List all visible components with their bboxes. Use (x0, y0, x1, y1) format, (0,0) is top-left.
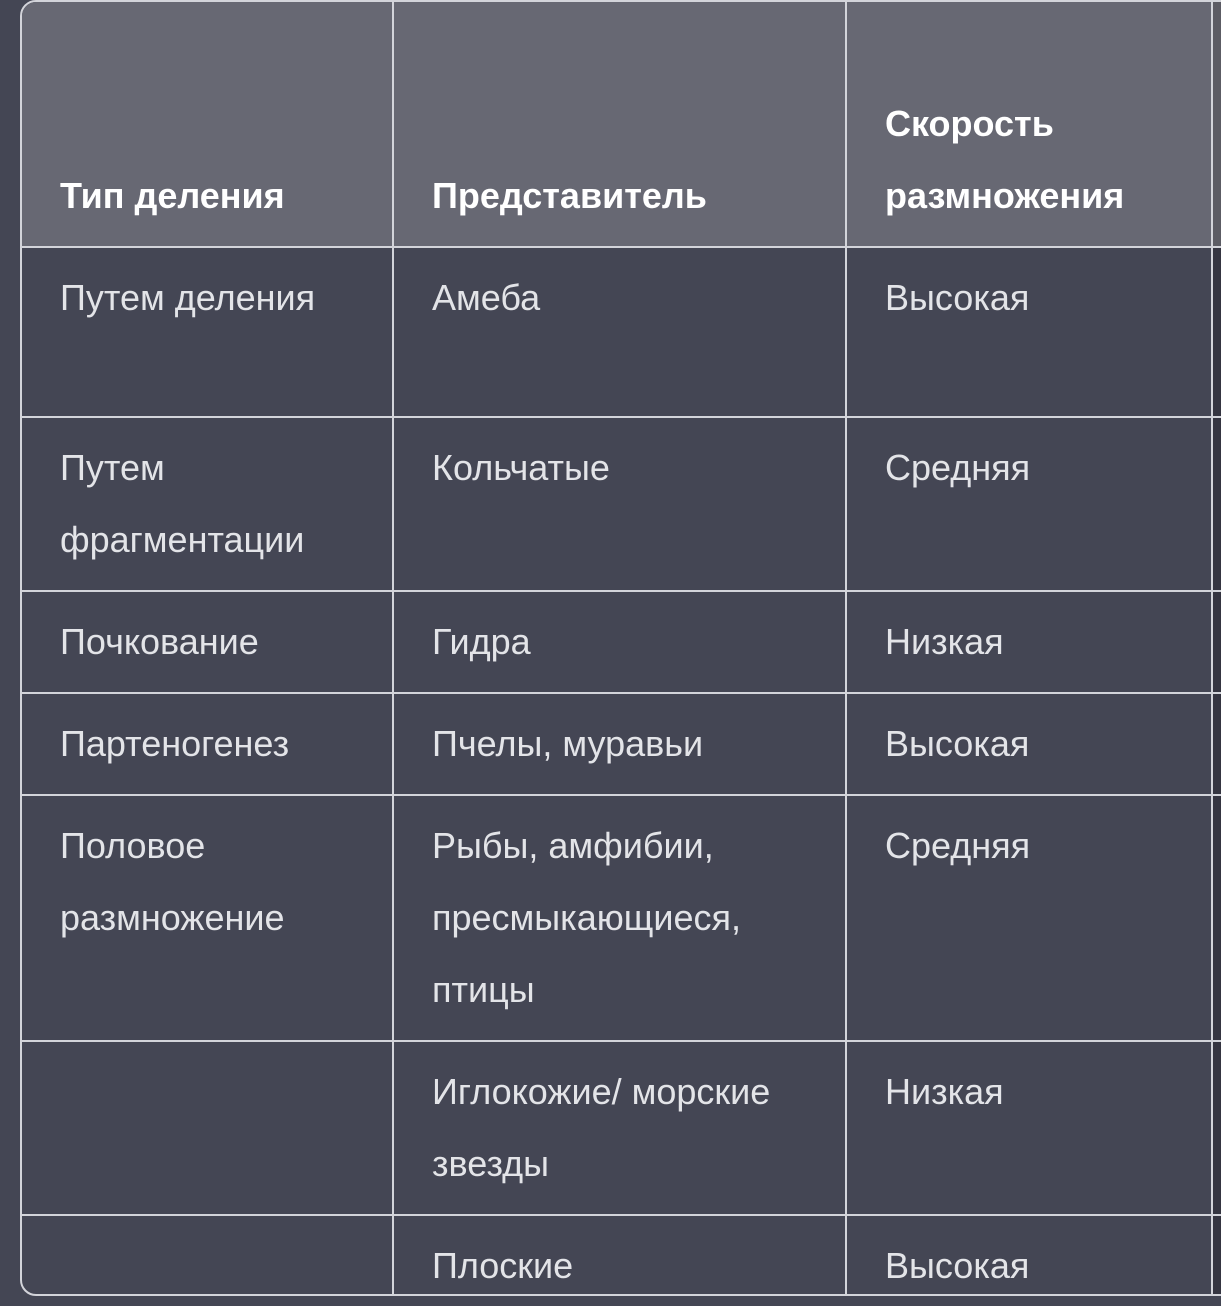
cell-representative: Иглокожие/ морские звезды (393, 1041, 846, 1215)
cell-hidden (1212, 591, 1221, 693)
cell-type (22, 1041, 393, 1215)
table-row (22, 1041, 1221, 1215)
cell-speed: Средняя (846, 795, 1212, 1041)
cell-representative: Амеба (393, 247, 846, 417)
cell-hidden (1212, 417, 1221, 591)
cell-speed: Высокая (846, 247, 1212, 417)
cell-speed: Низкая (846, 1041, 1212, 1215)
cell-type: Путем деления (22, 247, 393, 417)
cell-hidden (1212, 1041, 1221, 1215)
cell-speed: Средняя (846, 417, 1212, 591)
cell-speed: Низкая (846, 591, 1212, 693)
cell-hidden (1212, 1215, 1221, 1296)
cell-representative: Рыбы, амфибии, пресмыкающиеся, птицы (393, 795, 846, 1041)
cell-representative: Гидра (393, 591, 846, 693)
cell-type: Путем фрагментации (22, 417, 393, 591)
cell-type: Половое размножение (22, 795, 393, 1041)
table-row (22, 417, 1221, 591)
header-hidden-column (1212, 2, 1221, 247)
cell-hidden (1212, 247, 1221, 417)
cell-type: Партеногенез (22, 693, 393, 795)
cell-type: Почкование (22, 591, 393, 693)
header-representative: Представитель (393, 2, 846, 247)
table-row (22, 795, 1221, 1041)
table-row (22, 1215, 1221, 1296)
cell-hidden (1212, 795, 1221, 1041)
cell-hidden (1212, 693, 1221, 795)
cell-speed: Высокая (846, 1215, 1212, 1296)
cell-type (22, 1215, 393, 1296)
reproduction-table (22, 2, 1221, 1296)
cell-representative: Пчелы, муравьи (393, 693, 846, 795)
table-header-row (22, 2, 1221, 247)
table-row (22, 247, 1221, 417)
cell-representative: Плоские (393, 1215, 846, 1296)
header-division-type: Тип деления (22, 2, 393, 247)
header-reproduction-speed: Скорость размножения (846, 2, 1212, 247)
table-row (22, 591, 1221, 693)
cell-speed: Высокая (846, 693, 1212, 795)
reproduction-table-container (20, 0, 1221, 1296)
table-row (22, 693, 1221, 795)
cell-representative: Кольчатые (393, 417, 846, 591)
